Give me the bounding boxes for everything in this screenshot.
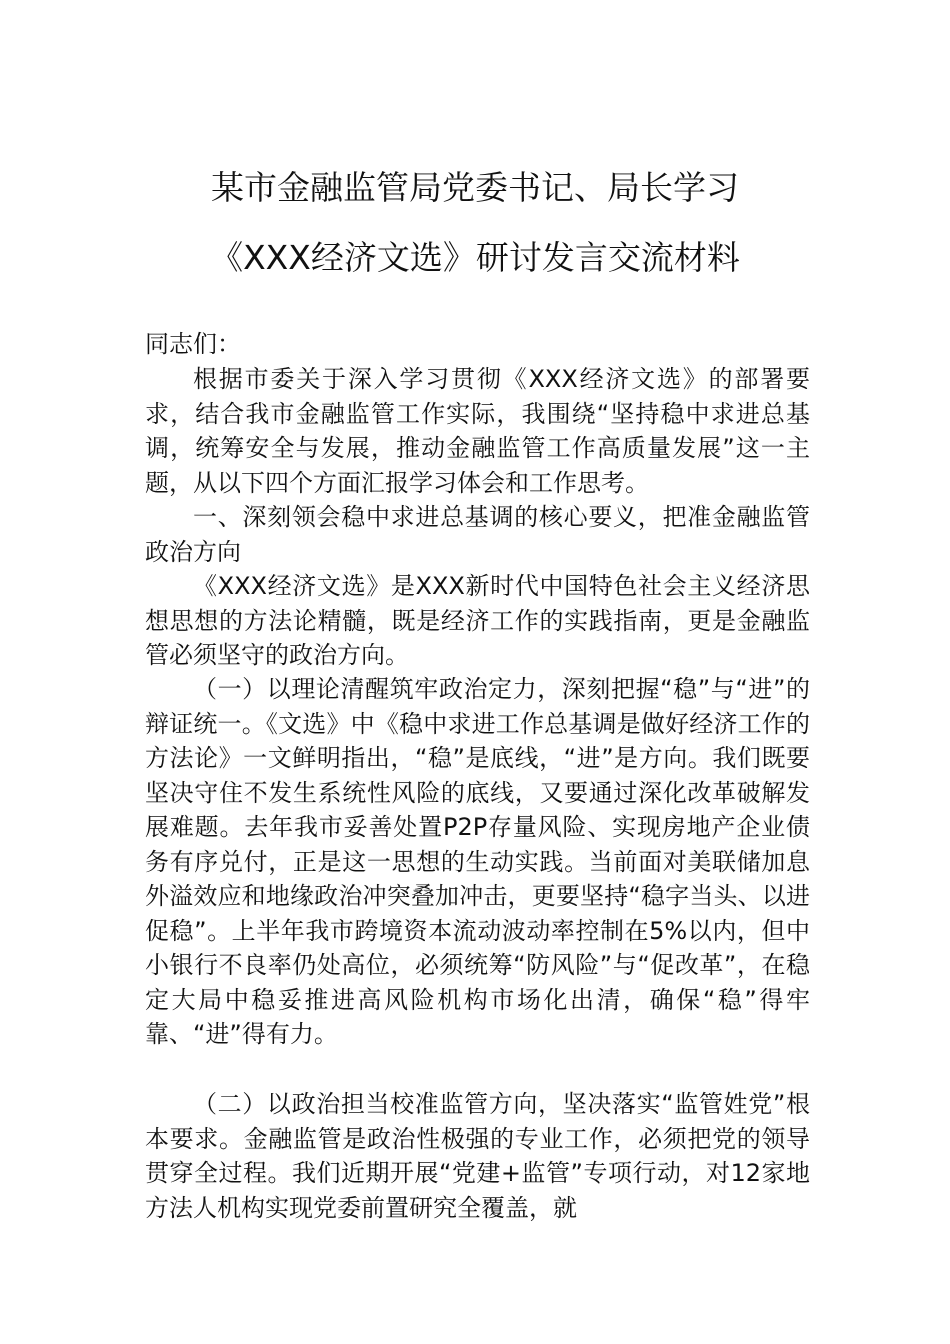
section-1-heading: 一、深刻领会稳中求进总基调的核心要义，把准金融监管政治方向 <box>145 503 810 566</box>
section-1-paragraph: 《XXX经济文选》是XXX新时代中国特色社会主义经济思想思想的方法论精髓，既是经济工作的实践指南，更是金融监管必须坚守的政治方向。 <box>145 572 810 669</box>
document-title-line-2: 《XXX经济文选》研讨发言交流材料 <box>210 238 740 277</box>
intro-paragraph: 根据市委关于深入学习贯彻《XXX经济文选》的部署要求，结合我市金融监管工作实际，我围绕“坚持稳中求进总基调，统筹安全与发展，推动金融监管工作高质量发展”这一主题，从以下四个方面汇报学习体会和工作思考。 <box>145 365 810 497</box>
document-title-line-1: 某市金融监管局党委书记、局长学习 <box>211 168 739 207</box>
point-1-paragraph: （一）以理论清醒筑牢政治定力，深刻把握“稳”与“进”的辩证统一。《文选》中《稳中求进工作总基调是做好经济工作的方法论》一文鲜明指出，“稳”是底线，“进”是方向。我们既要坚决守住不发生系统性风险的底线，又要通过深化改革破解发展难题。去年我市妥善处置P2P存量风险、实现房地产企业债务有序兑付，正是这一思想的生动实践。当前面对美联储加息外溢效应和地缘政治冲突叠加冲击，更要坚持“稳字当头、以进促稳”。上半年我市跨境资本流动波动率控制在5%以内，但中小银行不良率仍处高位，必须统筹“防风险”与“促改革”，在稳定大局中稳妥推进高风险机构市场化出清，确保“稳”得牢靠、“进”得有力。 <box>145 675 810 1048</box>
point-2-paragraph: （二）以政治担当校准监管方向，坚决落实“监管姓党”根本要求。金融监管是政治性极强的专业工作，必须把党的领导贯穿全过程。我们近期开展“党建+监管”专项行动，对12家地方法人机构实现党委前置研究全覆盖，就 <box>145 1090 810 1222</box>
salutation: 同志们： <box>145 330 241 358</box>
